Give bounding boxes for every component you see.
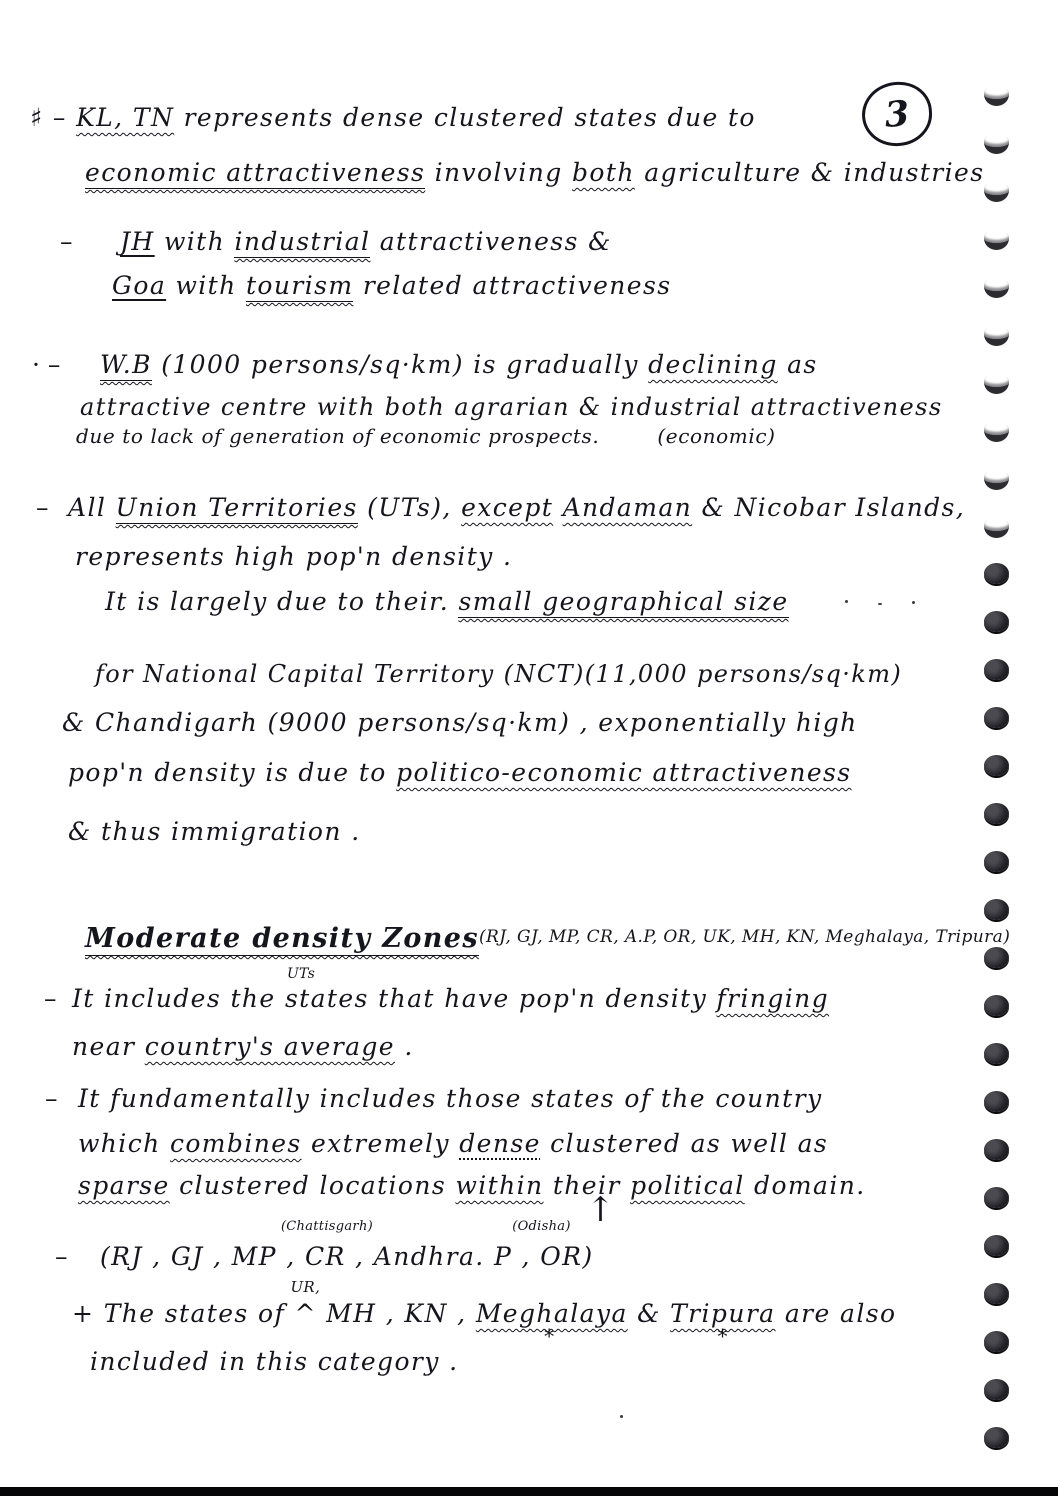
line-text: with bbox=[154, 227, 235, 256]
binding-hole bbox=[984, 563, 1009, 584]
caret-mark: ^ bbox=[294, 1299, 317, 1328]
line-text: It is largely due to their. bbox=[105, 587, 459, 616]
star-mark: * bbox=[717, 1324, 729, 1349]
line-text: & thus immigration . bbox=[68, 817, 361, 846]
star-mark: * bbox=[544, 1324, 556, 1349]
line-text: for National Capital Territory (NCT)(11,000 persons/sq·km) bbox=[95, 660, 903, 688]
line-text: , Andhra. P , bbox=[345, 1242, 541, 1271]
line-text: (1000 persons/sq·km) is gradually bbox=[151, 350, 649, 379]
handwritten-line bbox=[62, 707, 858, 738]
line-text: & Nicobar Islands, bbox=[692, 493, 966, 522]
line-text: KL, TN bbox=[76, 103, 175, 132]
dash-marker: – bbox=[44, 984, 57, 1013]
line-text: represents dense clustered states due to bbox=[174, 103, 756, 132]
line-text: as bbox=[777, 350, 818, 379]
scan-speck bbox=[878, 603, 882, 605]
binding-hole bbox=[984, 1139, 1009, 1160]
line-text: sparse bbox=[78, 1171, 170, 1200]
line-text: W.B bbox=[100, 350, 152, 379]
binding-hole bbox=[984, 899, 1009, 920]
line-text: domain. bbox=[744, 1171, 866, 1200]
handwritten-line bbox=[80, 392, 943, 422]
line-text: states bbox=[284, 984, 369, 1013]
line-text: extremely bbox=[301, 1129, 460, 1158]
binding-hole bbox=[984, 419, 1009, 442]
line-text: Meghalaya bbox=[475, 1299, 628, 1328]
handwritten-line bbox=[32, 349, 818, 380]
handwritten-line bbox=[78, 1128, 828, 1159]
line-text: that have pop'n density bbox=[368, 984, 717, 1013]
handwritten-line bbox=[68, 816, 361, 847]
binding-hole bbox=[984, 1427, 1009, 1448]
dash-marker: – bbox=[55, 1242, 68, 1271]
line-text: declining bbox=[648, 350, 778, 379]
line-text: Tripura bbox=[670, 1299, 776, 1328]
line-text: attractiveness & bbox=[370, 227, 612, 256]
binding-hole bbox=[984, 707, 1009, 728]
section-title: Moderate density Zones bbox=[85, 923, 479, 954]
line-text: Goa bbox=[112, 271, 167, 300]
up-arrow: ↑ bbox=[586, 1190, 615, 1230]
line-text: included in this category . bbox=[90, 1347, 459, 1376]
handwritten-line bbox=[75, 541, 512, 572]
line-text: fringing bbox=[716, 984, 830, 1013]
line-text bbox=[284, 966, 369, 1014]
line-text bbox=[475, 1298, 628, 1349]
binding-hole bbox=[984, 371, 1009, 394]
handwritten-line bbox=[68, 757, 852, 788]
binding-hole bbox=[984, 83, 1009, 106]
line-text: ) bbox=[582, 1242, 594, 1271]
line-text: MH , KN , bbox=[316, 1299, 476, 1328]
page-number-badge bbox=[860, 80, 934, 149]
line-text bbox=[290, 1278, 321, 1329]
handwritten-line bbox=[78, 1170, 866, 1201]
handwritten-line bbox=[76, 424, 776, 449]
line-text: politico-economic attractiveness bbox=[396, 758, 852, 787]
handwritten-line bbox=[44, 966, 830, 1014]
line-text bbox=[512, 1190, 615, 1272]
line-text: both bbox=[572, 158, 635, 187]
binding-hole bbox=[984, 131, 1009, 154]
binding-hole bbox=[984, 467, 1009, 490]
binding-hole bbox=[984, 1235, 1009, 1256]
line-text: (UTs), bbox=[357, 493, 462, 522]
binding-hole bbox=[984, 611, 1009, 632]
section-heading-line bbox=[85, 922, 1010, 956]
handwritten-line bbox=[90, 1346, 458, 1377]
line-text: economic attractiveness bbox=[85, 158, 426, 187]
line-text bbox=[280, 1219, 373, 1272]
line-text: country's average bbox=[144, 1032, 396, 1061]
line-text: near bbox=[72, 1032, 145, 1061]
scan-speck bbox=[620, 1415, 623, 1418]
handwritten-line bbox=[55, 1190, 615, 1272]
line-text: attractive centre with both agrarian & industrial attractiveness bbox=[80, 393, 943, 421]
line-text: It fundamentally includes those states of the country bbox=[78, 1084, 823, 1113]
line-text: are also bbox=[775, 1299, 897, 1328]
scan-speck bbox=[912, 601, 915, 604]
binding-hole bbox=[984, 323, 1009, 346]
dash-marker: – bbox=[36, 493, 49, 522]
line-text: . bbox=[395, 1032, 414, 1061]
line-text: JH bbox=[120, 227, 155, 256]
handwritten-line bbox=[30, 102, 756, 133]
line-text: combines bbox=[169, 1129, 302, 1158]
handwritten-line bbox=[95, 659, 902, 689]
handwritten-line bbox=[60, 226, 612, 257]
line-text: CR bbox=[304, 1242, 346, 1271]
line-text: within bbox=[455, 1171, 544, 1200]
line-text: political bbox=[630, 1171, 745, 1200]
line-text: except bbox=[461, 493, 554, 522]
inserted-note-uts: UTs bbox=[286, 966, 316, 982]
line-text: clustered locations bbox=[169, 1171, 456, 1200]
state-list: (RJ, GJ, MP, CR, A.P, OR, UK, MH, KN, Meghalaya, Tripura) bbox=[478, 927, 1011, 947]
binding-hole bbox=[984, 227, 1009, 250]
line-text: & Chandigarh (9000 persons/sq·km) , exponentially high bbox=[62, 708, 858, 737]
handwritten-line bbox=[85, 157, 984, 188]
line-text: + The states of bbox=[72, 1299, 295, 1328]
binding-hole bbox=[984, 179, 1009, 202]
binding-hole bbox=[984, 1331, 1009, 1352]
dash-marker: · – bbox=[32, 350, 61, 379]
dash-marker: – bbox=[45, 1084, 58, 1113]
line-text: Andaman bbox=[562, 493, 693, 522]
note-chattisgarh: (Chattisgarh) bbox=[280, 1219, 373, 1234]
line-text: dense bbox=[459, 1129, 541, 1158]
line-text: (economic) bbox=[657, 424, 776, 448]
line-text: due to lack of generation of economic prospects. bbox=[76, 424, 600, 448]
note-odisha: (Odisha) bbox=[512, 1219, 571, 1234]
line-text: clustered as well as bbox=[540, 1129, 829, 1158]
binding-hole bbox=[984, 803, 1009, 824]
line-text: with bbox=[166, 271, 246, 300]
line-text: which bbox=[78, 1129, 170, 1158]
binding-hole bbox=[984, 1043, 1009, 1064]
line-text: ♯ – bbox=[30, 103, 77, 132]
line-text bbox=[553, 493, 562, 522]
binding-hole bbox=[984, 515, 1009, 538]
handwritten-line bbox=[105, 586, 789, 617]
scan-speck bbox=[845, 600, 848, 603]
line-text: related attractiveness bbox=[353, 271, 672, 300]
line-text bbox=[670, 1298, 776, 1349]
line-text: Union Territories bbox=[115, 493, 358, 522]
binding-hole bbox=[984, 659, 1009, 680]
line-text: their bbox=[543, 1171, 631, 1200]
page-number: 3 bbox=[883, 92, 911, 136]
line-text: agriculture & industries bbox=[634, 158, 985, 187]
line-text: industrial bbox=[234, 227, 371, 256]
handwritten-line bbox=[72, 1278, 897, 1349]
line-text: (RJ , GJ , MP , bbox=[100, 1242, 305, 1271]
line-text: pop'n density is due to bbox=[68, 758, 397, 787]
binding-hole bbox=[984, 851, 1009, 872]
binding-hole bbox=[984, 1187, 1009, 1208]
dash-marker: – bbox=[60, 227, 73, 256]
binding-hole bbox=[984, 1091, 1009, 1112]
line-text: involving bbox=[425, 158, 573, 187]
binding-hole bbox=[984, 1283, 1009, 1304]
binding-hole bbox=[984, 275, 1009, 298]
line-text: It includes the bbox=[72, 984, 285, 1013]
handwritten-line bbox=[45, 1083, 823, 1114]
line-text: & bbox=[627, 1299, 671, 1328]
line-text: tourism bbox=[245, 271, 354, 300]
binding-hole bbox=[984, 1379, 1009, 1400]
line-text: All bbox=[68, 493, 116, 522]
binding-hole bbox=[984, 995, 1009, 1016]
handwritten-line bbox=[112, 270, 671, 301]
line-text: OR bbox=[540, 1242, 583, 1271]
handwritten-line bbox=[36, 492, 966, 523]
scan-edge-bar bbox=[0, 1487, 1058, 1496]
inserted-note-ur: UR, bbox=[290, 1278, 321, 1296]
handwritten-line bbox=[72, 1031, 414, 1062]
binding-hole bbox=[984, 755, 1009, 776]
line-text: small geographical size bbox=[458, 587, 789, 616]
line-text: represents high pop'n density . bbox=[75, 542, 513, 571]
